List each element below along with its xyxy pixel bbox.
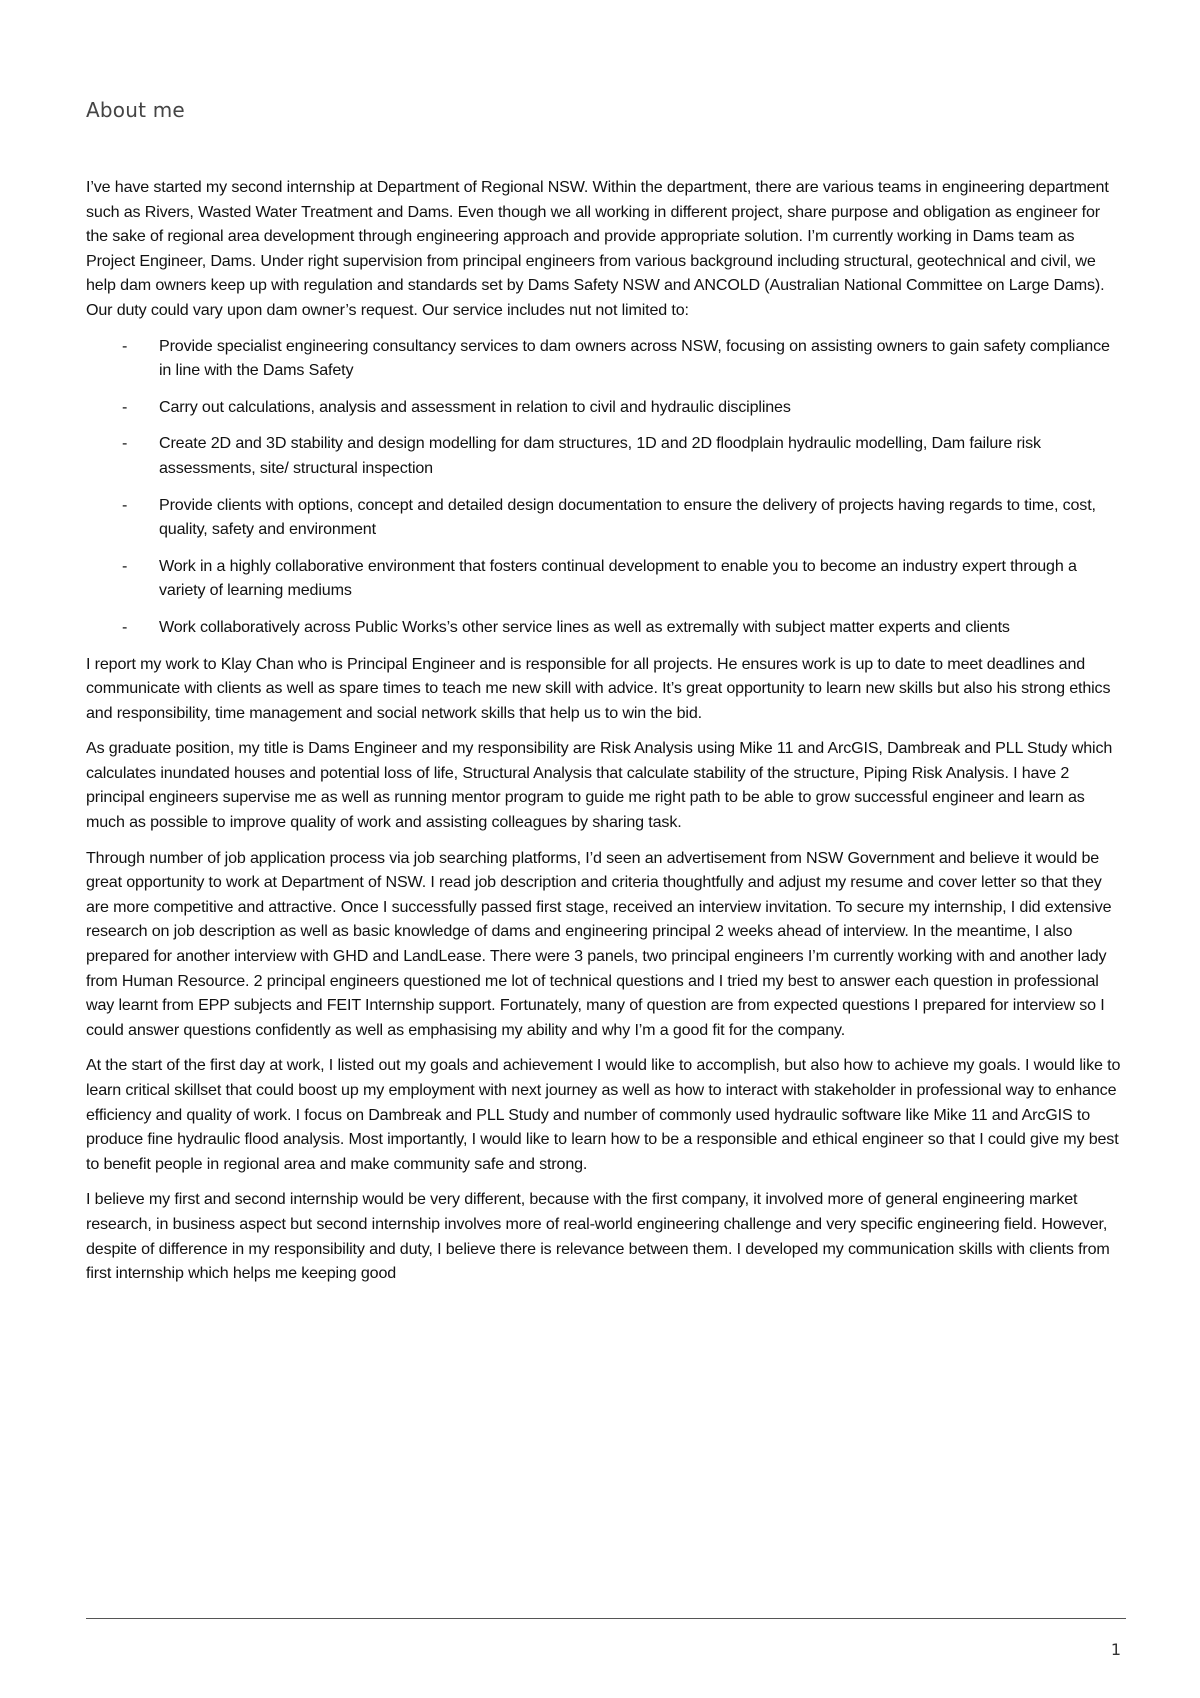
bullet-marker: - [122, 434, 128, 453]
page-heading: About me [86, 98, 185, 122]
application-paragraph: Through number of job application process via job searching platforms, I’d seen an advertisement from NSW Government and believe it would be great opportunity to work at Department of NSW. I read job description and criteria thoughtfully and adjust my resume and cover letter so that they are more competitive and attractive. Once I successfully passed first stage, received an interview invitation. To secure my internship, I did extensive research on job description as well as basic knowledge of dams and engineering principal 2 weeks ahead of interview. In the meantime, I also prepared for another interview with GHD and LandLease. There were 3 panels, two principal engineers I’m currently working with and another lady from Human Resource. 2 principal engineers questioned me lot of technical questions and I tried my best to answer each question in professional way learnt from EPP subjects and FEIT Internship support. Fortunately, many of question are from expected questions I prepared for interview so I could answer questions confidently as well as emphasising my ability and why I’m a good fit for the company. [86, 848, 1112, 1039]
list-item [86, 431, 1122, 480]
bullet-marker: - [122, 556, 128, 575]
goals-paragraph: At the start of the first day at work, I listed out my goals and achievement I would like to accomplish, but also how to achieve my goals. I would like to learn critical skillset that could boost up my employment with next journey as well as how to interact with stakeholder in professional way to enhance efficiency and quality of work. I focus on Dambreak and PLL Study and number of commonly used hydraulic software like Mike 11 and ArcGIS to produce fine hydraulic flood analysis. Most importantly, I would like to learn how to be a responsible and ethical engineer so that I could give my best to benefit people in regional area and make community safe and strong. [86, 1056, 1121, 1173]
comparison-paragraph: I believe my first and second internship would be very different, because with the first company, it involved more of general engineering market research, in business aspect but second internship involves more of real-world engineering challenge and very specific engineering field. However, despite of difference in my responsibility and duty, I believe there is relevance between them. I developed my communication skills with clients from first internship which helps me keeping good [86, 1190, 1110, 1283]
list-item [86, 334, 1122, 383]
responsibility-paragraph: As graduate position, my title is Dams Engineer and my responsibility are Risk Analysis using Mike 11 and ArcGIS, Dambreak and PLL Study which calculates inundated houses and potential loss of life, Structural Analysis that calculate stability of the structure, Piping Risk Analysis. I have 2 principal engineers supervise me as well as running mentor program to guide me right path to be able to grow successful engineer and learn as much as possible to improve quality of work and assisting colleagues by sharing task. [86, 739, 1113, 832]
list-item [86, 554, 1122, 603]
bullet-marker: - [122, 495, 128, 514]
bullet-marker: - [122, 336, 128, 355]
bullet-marker: - [122, 397, 128, 416]
bullet-marker: - [122, 617, 128, 636]
list-item-text: Provide clients with options, concept and detailed design documentation to ensure the delivery of projects having regards to time, cost, quality, safety and environment [159, 495, 1096, 539]
footer-divider [86, 1618, 1126, 1619]
document-body [86, 175, 1122, 1297]
list-item-text: Provide specialist engineering consultancy services to dam owners across NSW, focusing on assisting owners to gain safety compliance in line with the Dams Safety [159, 336, 1110, 380]
list-item-text: Create 2D and 3D stability and design modelling for dam structures, 1D and 2D floodplain hydraulic modelling, Dam failure risk assessments, site/ structural inspection [159, 434, 1041, 477]
list-item-text: Work collaboratively across Public Works’s other service lines as well as extremally with subject matter experts and clients [159, 617, 1010, 636]
page-number: 1 [1110, 1640, 1121, 1659]
supervisor-paragraph: I report my work to Klay Chan who is Principal Engineer and is responsible for all projects. He ensures work is up to date to meet deadlines and communicate with clients as well as spare times to teach me new skill with advice. It’s great opportunity to learn new skills but also his strong ethics and responsibility, time management and social network skills that help us to win the bid. [86, 654, 1111, 722]
list-item-text: Carry out calculations, analysis and assessment in relation to civil and hydraulic disciplines [159, 397, 791, 416]
list-item-text: Work in a highly collaborative environment that fosters continual development to enable you to become an industry expert through a variety of learning mediums [159, 556, 1077, 600]
services-list [86, 334, 1122, 640]
list-item [86, 395, 1122, 420]
list-item [86, 493, 1122, 542]
list-item [86, 615, 1122, 640]
intro-paragraph: I’ve have started my second internship at Department of Regional NSW. Within the department, there are various teams in engineering department such as Rivers, Wasted Water Treatment and Dams. Even though we all working in different project, share purpose and obligation as engineer for the sake of regional area development through engineering approach and provide appropriate solution. I’m currently working in Dams team as Project Engineer, Dams. Under right supervision from principal engineers from various background including structural, geotechnical and civil, we help dam owners keep up with regulation and standards set by Dams Safety NSW and ANCOLD (Australian National Committee on Large Dams). Our duty could vary upon dam owner’s request. Our service includes nut not limited to: [86, 178, 1109, 319]
